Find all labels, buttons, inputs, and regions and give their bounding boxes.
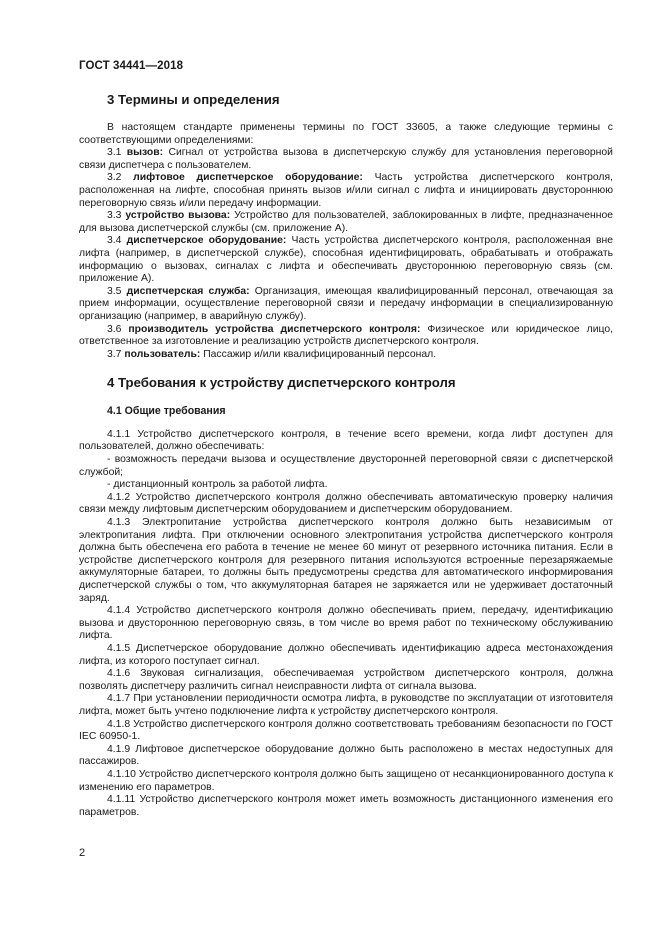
clause-4-1-6: 4.1.6 Звуковая сигнализация, обеспечиваемая устройством диспетчерского контроля, должна позволять диспетчеру различить сигнал неисправности лифта от сигнала вызова.: [79, 668, 613, 692]
clause-4-1-8: 4.1.8 Устройство диспетчерского контроля должно соответствовать требованиям безопасности по ГОСТ IEC 60950-1.: [79, 718, 613, 743]
term-name: лифтовое диспетчерское оборудование:: [133, 172, 363, 184]
section-3-intro: В настоящем стандарте применены термины по ГОСТ 33605, а также следующие термины с соответствующими определениями:: [79, 122, 613, 146]
list-item-dash-1: - возможность передачи вызова и осуществление двусторонней переговорной связи с диспетчерской службой;: [79, 454, 613, 478]
term-name: производитель устройства диспетчерского контроля:: [128, 323, 421, 335]
term-name: вызов:: [126, 147, 164, 159]
term-3-6: [79, 324, 613, 349]
term-number: 3.5: [107, 285, 122, 297]
term-3-2: [79, 172, 613, 210]
list-item-dash-2: - дистанционный контроль за работой лифта.: [107, 479, 328, 491]
section-4-title: 4 Требования к устройству диспетчерского контроля: [107, 375, 456, 391]
term-definition: Организация, имеющая квалифицированный персонал, отвечающая за прием информации, осуществление переговорной связи и передачу информации в специализированную организацию (например, в аварийную службу).: [79, 285, 614, 322]
clause-4-1-2: 4.1.2 Устройство диспетчерского контроля должно обеспечивать автоматическую проверку наличия связи между лифтовым диспетчерским оборудованием и диспетчерским оборудованием.: [79, 491, 613, 516]
term-name: пользователь:: [124, 348, 201, 360]
document-header: ГОСТ 34441—2018: [79, 60, 184, 72]
clause-4-1-7: 4.1.7 При установлении периодичности осмотра лифта, в руководстве по эксплуатации от изготовителя лифта, может быть учтено подключение лифта к устройству диспетчерского контроля.: [79, 693, 613, 717]
term-number: 3.3: [107, 210, 122, 222]
section-3-title: 3 Термины и определения: [107, 92, 280, 107]
term-number: 3.6: [107, 323, 122, 335]
term-3-7: [79, 349, 613, 362]
clause-4-1-10: 4.1.10 Устройство диспетчерского контроля должно быть защищено от несанкционированного доступа к изменению его параметров.: [79, 768, 613, 793]
document-body: [79, 92, 613, 819]
term-definition: Часть устройства диспетчерского контроля, расположенная вне лифта (например, в диспетчерской службе), способная идентифицировать, обрабатывать и отображать информацию о вызовах, сигналах с лифта и обеспечивать двустороннюю переговорную связь (см. приложение А).: [79, 235, 613, 285]
term-3-1: [79, 147, 613, 172]
term-number: 3.1: [107, 147, 122, 159]
term-3-4: [79, 235, 613, 285]
term-name: диспетчерская служба:: [126, 285, 250, 297]
clause-4-1-3: 4.1.3 Электропитание устройства диспетчерского контроля должно быть независимым от электропитания лифта. При отключении основного электропитания устройства диспетчерского контроля должна быть обеспечена его работа в течение не менее 60 минут от резервного источника питания. Если в устройстве диспетчерского контроля для резервного питания используются встроенные перезаряжаемые аккумуляторные батареи, то должны быть предусмотрены средства для автоматического информирования диспетчерской службы о том, что аккумуляторная батарея не заряжается или не удерживает достаточный заряд.: [79, 517, 613, 604]
clause-4-1-1: 4.1.1 Устройство диспетчерского контроля, в течение всего времени, когда лифт доступен для пользователей, должно обеспечивать:: [79, 428, 613, 453]
term-number: 3.4: [107, 235, 122, 247]
term-definition: Физическое или юридическое лицо, ответственное за изготовление и реализацию устройств диспетчерского контроля.: [79, 323, 614, 348]
clause-4-1-11: 4.1.11 Устройство диспетчерского контроля может иметь возможность дистанционного изменения его параметров.: [79, 794, 613, 818]
term-number: 3.2: [107, 172, 122, 184]
term-number: 3.7: [107, 348, 122, 360]
clause-4-1-4: 4.1.4 Устройство диспетчерского контроля должно обеспечивать прием, передачу, идентификацию вызова и двустороннюю переговорную связь, в том числе во время работ по техническому обслуживанию лифта.: [79, 605, 613, 642]
term-3-5: [79, 286, 613, 324]
term-name: устройство вызова:: [125, 210, 231, 222]
term-definition: Часть устройства диспетчерского контроля, расположенная на лифте, способная принять вызов и/или сигнал с лифта и инициировать двустороннюю переговорную связь и/или передачу информации.: [79, 172, 613, 209]
clause-4-1-9: 4.1.9 Лифтовое диспетчерское оборудование должно быть расположено в местах недоступных для пассажиров.: [79, 743, 613, 768]
term-definition: Сигнал от устройства вызова в диспетчерскую службу для установления переговорной связи диспетчера с пользователем.: [79, 147, 613, 171]
clause-4-1-5: 4.1.5 Диспетчерское оборудование должно обеспечивать идентификацию адреса местонахождения лифта, из которого поступает сигнал.: [79, 642, 613, 667]
term-definition: Пассажир и/или квалифицированный персонал.: [203, 348, 437, 360]
subsection-4-1-title: 4.1 Общие требования: [107, 405, 226, 418]
term-definition: Устройство для пользователей, заблокированных в лифте, предназначенное для вызова диспетчерской службы (см. приложение А).: [79, 210, 614, 234]
term-name: диспетчерское оборудование:: [126, 235, 287, 247]
page-number: 2: [79, 847, 86, 859]
term-3-3: [79, 210, 613, 235]
